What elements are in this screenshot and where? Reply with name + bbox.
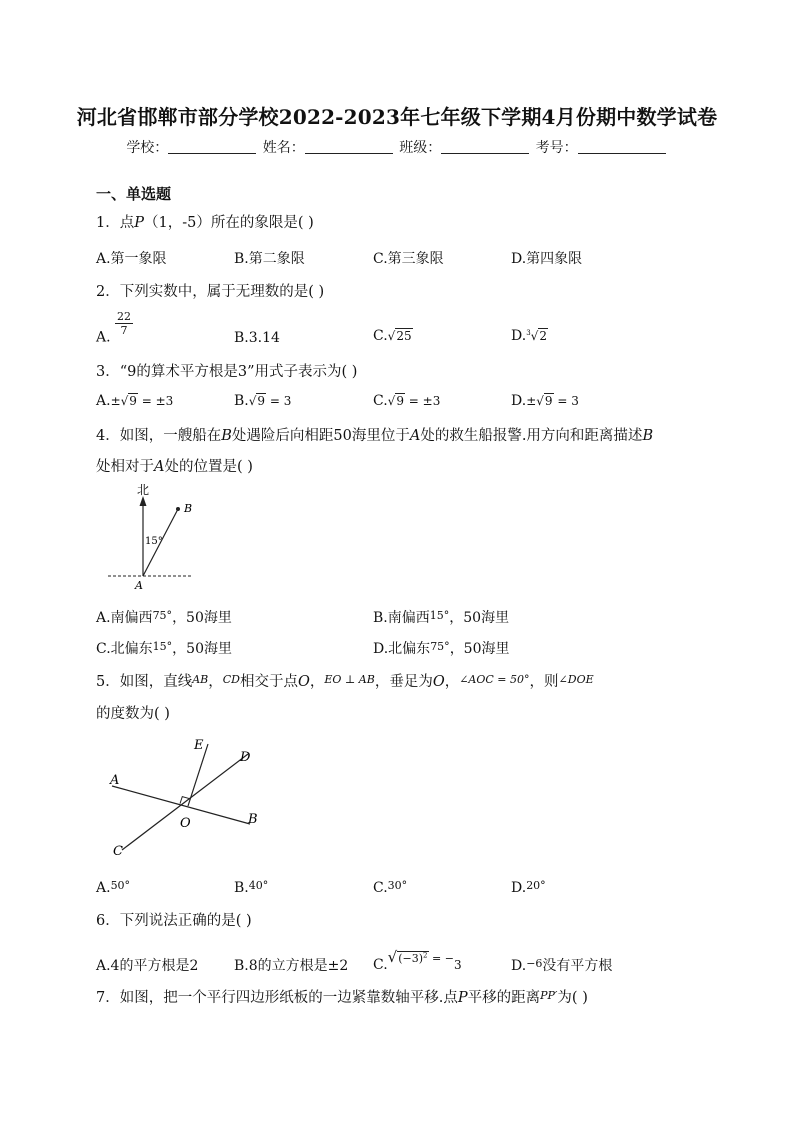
q2-c-label: C. [373,328,388,344]
exponent: 2 [423,951,428,960]
fraction-numerator: 22 [117,310,132,323]
radicand: (−3) [398,952,424,965]
expr-rhs: = ±3 [137,394,174,408]
exam-number-label: 考号： [535,140,578,156]
q2-option-d[interactable] [511,328,548,344]
q3-d-label: D. [511,393,527,409]
question-6-stem: 6．下列说法正确的是( ) [96,913,252,929]
q4-c-dist: ，50海里 [172,641,232,657]
q5-c-label: C. [373,880,388,896]
question-4-stem-line1 [96,424,653,445]
q4-option-b[interactable] [373,607,509,627]
q5-d-label: D. [511,880,527,896]
q3-option-a[interactable] [96,393,173,409]
q5-text: 相交于点 [240,674,299,690]
radicand: 9 [257,394,266,408]
question-1-stem [96,211,314,232]
q5-option-d[interactable] [511,879,546,896]
label-C: C [113,844,123,859]
q6-d-text: 没有平方根 [542,958,613,974]
q3-d-expr: ±√9 = 3 [526,394,579,408]
q5-text: ，垂足为 [374,674,433,690]
angle-aoc-expr: ∠AOC = 50° [459,673,530,686]
expr-rhs: = 3 [266,394,292,408]
radicand: 25 [396,329,412,343]
north-arrow-icon [140,496,147,506]
degree-value: 75° [430,640,450,653]
q4-c-text: C.北偏东 [96,641,153,657]
q2-option-c[interactable] [373,328,413,344]
q5-text: 5．如图，直线 [96,674,193,690]
plus-minus: ± [526,394,537,408]
q4-a-dist: ，50海里 [172,610,232,626]
expr-rhs: = 3 [553,394,579,408]
degree-value: 15° [152,640,173,653]
cbrt-icon: $^3$√2 [526,329,547,343]
question-5-stem-line1 [96,670,594,691]
radicand: 2 [539,329,547,343]
q3-option-d[interactable] [511,393,579,409]
expr-equals: = − [428,952,454,965]
point-a: A [409,428,421,444]
q4-option-d[interactable] [373,638,510,658]
q1-option-b[interactable]: B.第二象限 [234,251,305,267]
degree-value: 15° [429,609,450,622]
q3-option-b[interactable] [234,393,291,409]
q2-d-label: D. [511,328,527,344]
q3-c-expr: √9 = ±3 [387,394,441,408]
q6-d-label: D. [511,958,527,974]
q1-option-d[interactable]: D.第四象限 [511,251,583,267]
q4-text: 处的救生船报警.用方向和距离描述 [420,428,643,444]
q2-a-fraction [115,310,133,337]
q5-text: ，则 [529,674,559,690]
point-b-dot [176,507,180,511]
q4-d-text: D.北偏东 [373,641,431,657]
name-blank[interactable] [305,138,393,154]
q4-option-c[interactable] [96,638,232,658]
label-D: D [240,750,251,765]
sqrt-icon: $√(-3)^2$ [387,948,428,966]
point-o: O [432,674,445,690]
point-b: B [221,428,232,444]
label-a: A [135,579,143,592]
q3-b-expr: √9 = 3 [248,394,292,408]
label-E: E [194,738,204,753]
negative-number: −6 [526,957,543,970]
q6-c-label: C. [373,957,388,973]
q5-a-label: A. [96,880,111,896]
q1-option-a[interactable]: A.第一象限 [96,251,167,267]
line-cd-drawn [122,754,248,850]
angle-doe-expr: ∠DOE [558,673,594,686]
degree-value: 40° [248,879,269,892]
q3-option-c[interactable] [373,393,440,409]
point-b: B [642,428,654,444]
q4-d-dist: ，50海里 [449,641,510,657]
q4-option-a[interactable] [96,607,232,627]
plus-minus: ± [110,394,121,408]
label-A: A [110,773,120,788]
ray-oe-drawn [188,744,208,806]
q1-var: P [134,215,144,231]
sqrt-icon: √25 [387,329,412,343]
question-7-stem [96,986,588,1007]
q5-option-a[interactable] [96,879,130,896]
degree-value: 75° [152,609,173,622]
degree-value: 20° [526,879,546,892]
q5-text: ， [309,674,325,690]
angle-label: 15° [145,536,163,547]
q6-option-d[interactable] [511,955,612,975]
line-ab: AB [192,673,209,686]
q1-text-end: （1，-5）所在的象限是( ) [144,215,314,231]
q2-a-label: A. [96,329,111,346]
root-index: 3 [526,329,531,337]
q5-option-b[interactable] [234,879,268,896]
perp-expr: EO ⊥ AB [324,673,375,686]
expr-rhs: = ±3 [404,394,441,408]
radicand: 9 [396,394,404,408]
radicand: 9 [544,394,553,408]
exam-number-blank[interactable] [578,138,666,154]
q6-option-c[interactable] [373,948,462,973]
q1-text: 1．点 [96,215,135,231]
label-B: B [248,812,258,827]
student-info-line [0,137,794,157]
q4-text: 处相对于 [96,459,154,475]
class-blank[interactable] [441,138,529,154]
school-blank[interactable] [168,138,256,154]
radicand: 9 [129,394,137,408]
q5-option-c[interactable] [373,879,407,896]
degree-value: 50° [110,879,131,892]
expr-value: 3 [453,958,462,972]
question-2-stem: 2．下列实数中，属于无理数的是( ) [96,284,325,300]
q4-b-text: B.南偏西 [373,610,430,626]
q5-b-label: B. [234,880,249,896]
q7-text: 为( ) [557,990,588,1006]
question-3-stem: 3．“9的算术平方根是3”用式子表示为( ) [96,364,358,380]
q3-b-label: B. [234,393,249,409]
q4-text: 4．如图，一艘船在 [96,428,222,444]
q5-figure [100,730,270,865]
q4-a-text: A.南偏西 [96,610,153,626]
class-label: 班级： [399,140,442,156]
question-5-stem-line2: 的度数为( ) [96,706,170,722]
school-label: 学校： [126,140,169,156]
q4-text: 处遇险后向相距50海里位于 [231,428,410,444]
q7-text: 平移的距离 [467,990,541,1006]
label-O: O [180,816,191,831]
fraction-denominator: 7 [120,324,128,337]
section-heading: 一、单选题 [96,185,172,203]
q4-b-dist: ，50海里 [449,610,510,626]
point-o: O [298,674,310,690]
label-b: B [184,502,193,515]
q4-text: 处的位置是( ) [164,459,253,475]
q2-option-b[interactable]: B.3.14 [234,330,280,346]
question-4-stem-line2 [96,455,253,476]
q3-a-label: A. [96,393,111,409]
segment-pp: PP′ [540,989,558,1002]
q3-a-expr: ±√9 = ±3 [110,394,174,408]
q5-text: ， [208,674,223,690]
point-a: A [154,459,165,475]
q7-text: 7．如图，把一个平行四边形纸板的一边紧靠数轴平移.点 [96,990,458,1006]
line-cd: CD [222,673,241,686]
degree-value: 30° [387,879,408,892]
name-label: 姓名： [262,140,305,156]
page-title: 河北省邯郸市部分学校2022-2023年七年级下学期4月份期中数学试卷 [76,105,718,129]
q4-figure [100,482,200,592]
north-label: 北 [137,483,150,497]
q3-c-label: C. [373,393,388,409]
q1-option-c[interactable]: C.第三象限 [373,251,444,267]
q6-option-b[interactable]: B.8的立方根是±2 [234,958,349,974]
q5-text: ， [444,674,460,690]
q2-option-a[interactable] [96,310,133,346]
point-p: P [457,990,468,1006]
q6-option-a[interactable]: A.4的平方根是2 [96,958,199,974]
